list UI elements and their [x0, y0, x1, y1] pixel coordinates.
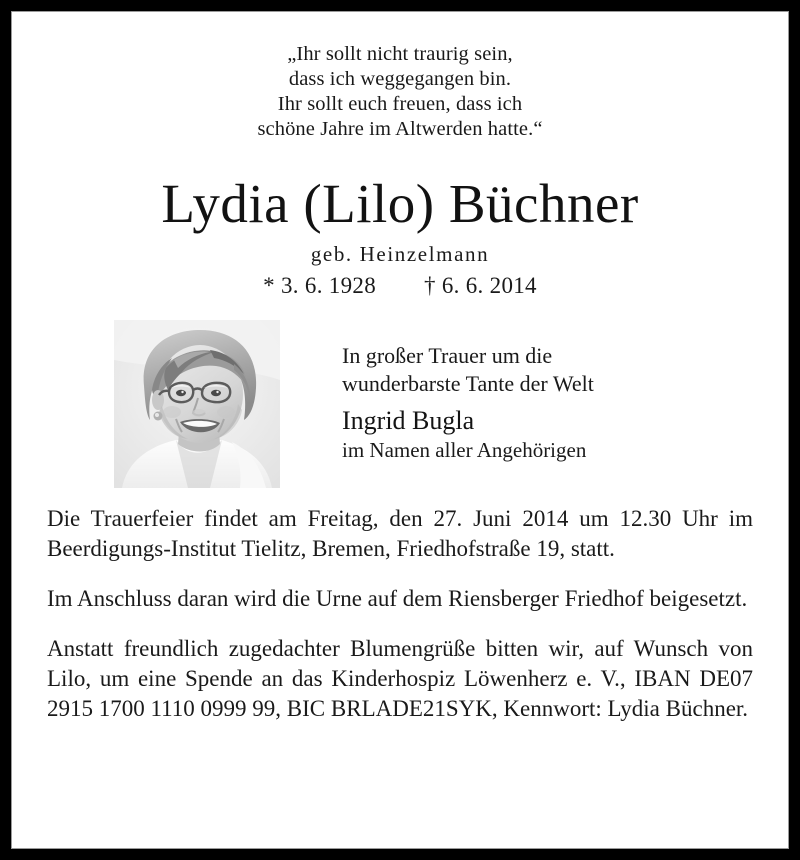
life-dates — [12, 272, 788, 300]
death-date: † 6. 6. 2014 — [424, 273, 537, 298]
dedication-lead-line-1: In großer Trauer um die — [342, 343, 553, 368]
donation-paragraph: Anstatt freundlich zugedachter Blumengrüße bitten wir, auf Wunsch von Lilo, um eine Spende an das Kinderhospiz Löwenherz e. V., IBAN DE07 2915 1700 1110 0999 99, BIC BRLADE21SYK, Kennwort: Lydia Büchner. — [47, 636, 753, 721]
verse-line-2: dass ich weggegangen bin. — [288, 68, 512, 90]
dedication-block — [342, 320, 594, 463]
birth-date: * 3. 6. 1928 — [263, 273, 376, 298]
mourner-name: Ingrid Bugla — [342, 406, 475, 435]
body-text — [47, 504, 753, 724]
name-block — [12, 174, 788, 300]
dedication-lead-line-2: wunderbarste Tante der Welt — [342, 371, 594, 396]
verse-line-4: schöne Jahre im Altwerden hatte.“ — [257, 118, 543, 140]
portrait-dedication-row — [12, 320, 788, 488]
notice-inner-panel — [11, 11, 789, 849]
deceased-name: Lydia (Lilo) Büchner — [161, 173, 639, 234]
mourner-suffix: im Namen aller Angehörigen — [342, 438, 587, 462]
verse-line-1: „Ihr sollt nicht traurig sein, — [287, 43, 513, 65]
portrait-photo — [114, 320, 280, 488]
maiden-name: geb. Heinzelmann — [310, 242, 490, 266]
ceremony-paragraph: Die Trauerfeier findet am Freitag, den 27. Juni 2014 um 12.30 Uhr im Beerdigungs-Institut Tielitz, Bremen, Friedhofstraße 19, statt. — [47, 506, 753, 561]
verse-line-3: Ihr sollt euch freuen, dass ich — [277, 93, 523, 115]
epitaph-verse — [12, 42, 788, 142]
burial-paragraph: Im Anschluss daran wird die Urne auf dem Riensberger Friedhof beigesetzt. — [47, 586, 748, 611]
